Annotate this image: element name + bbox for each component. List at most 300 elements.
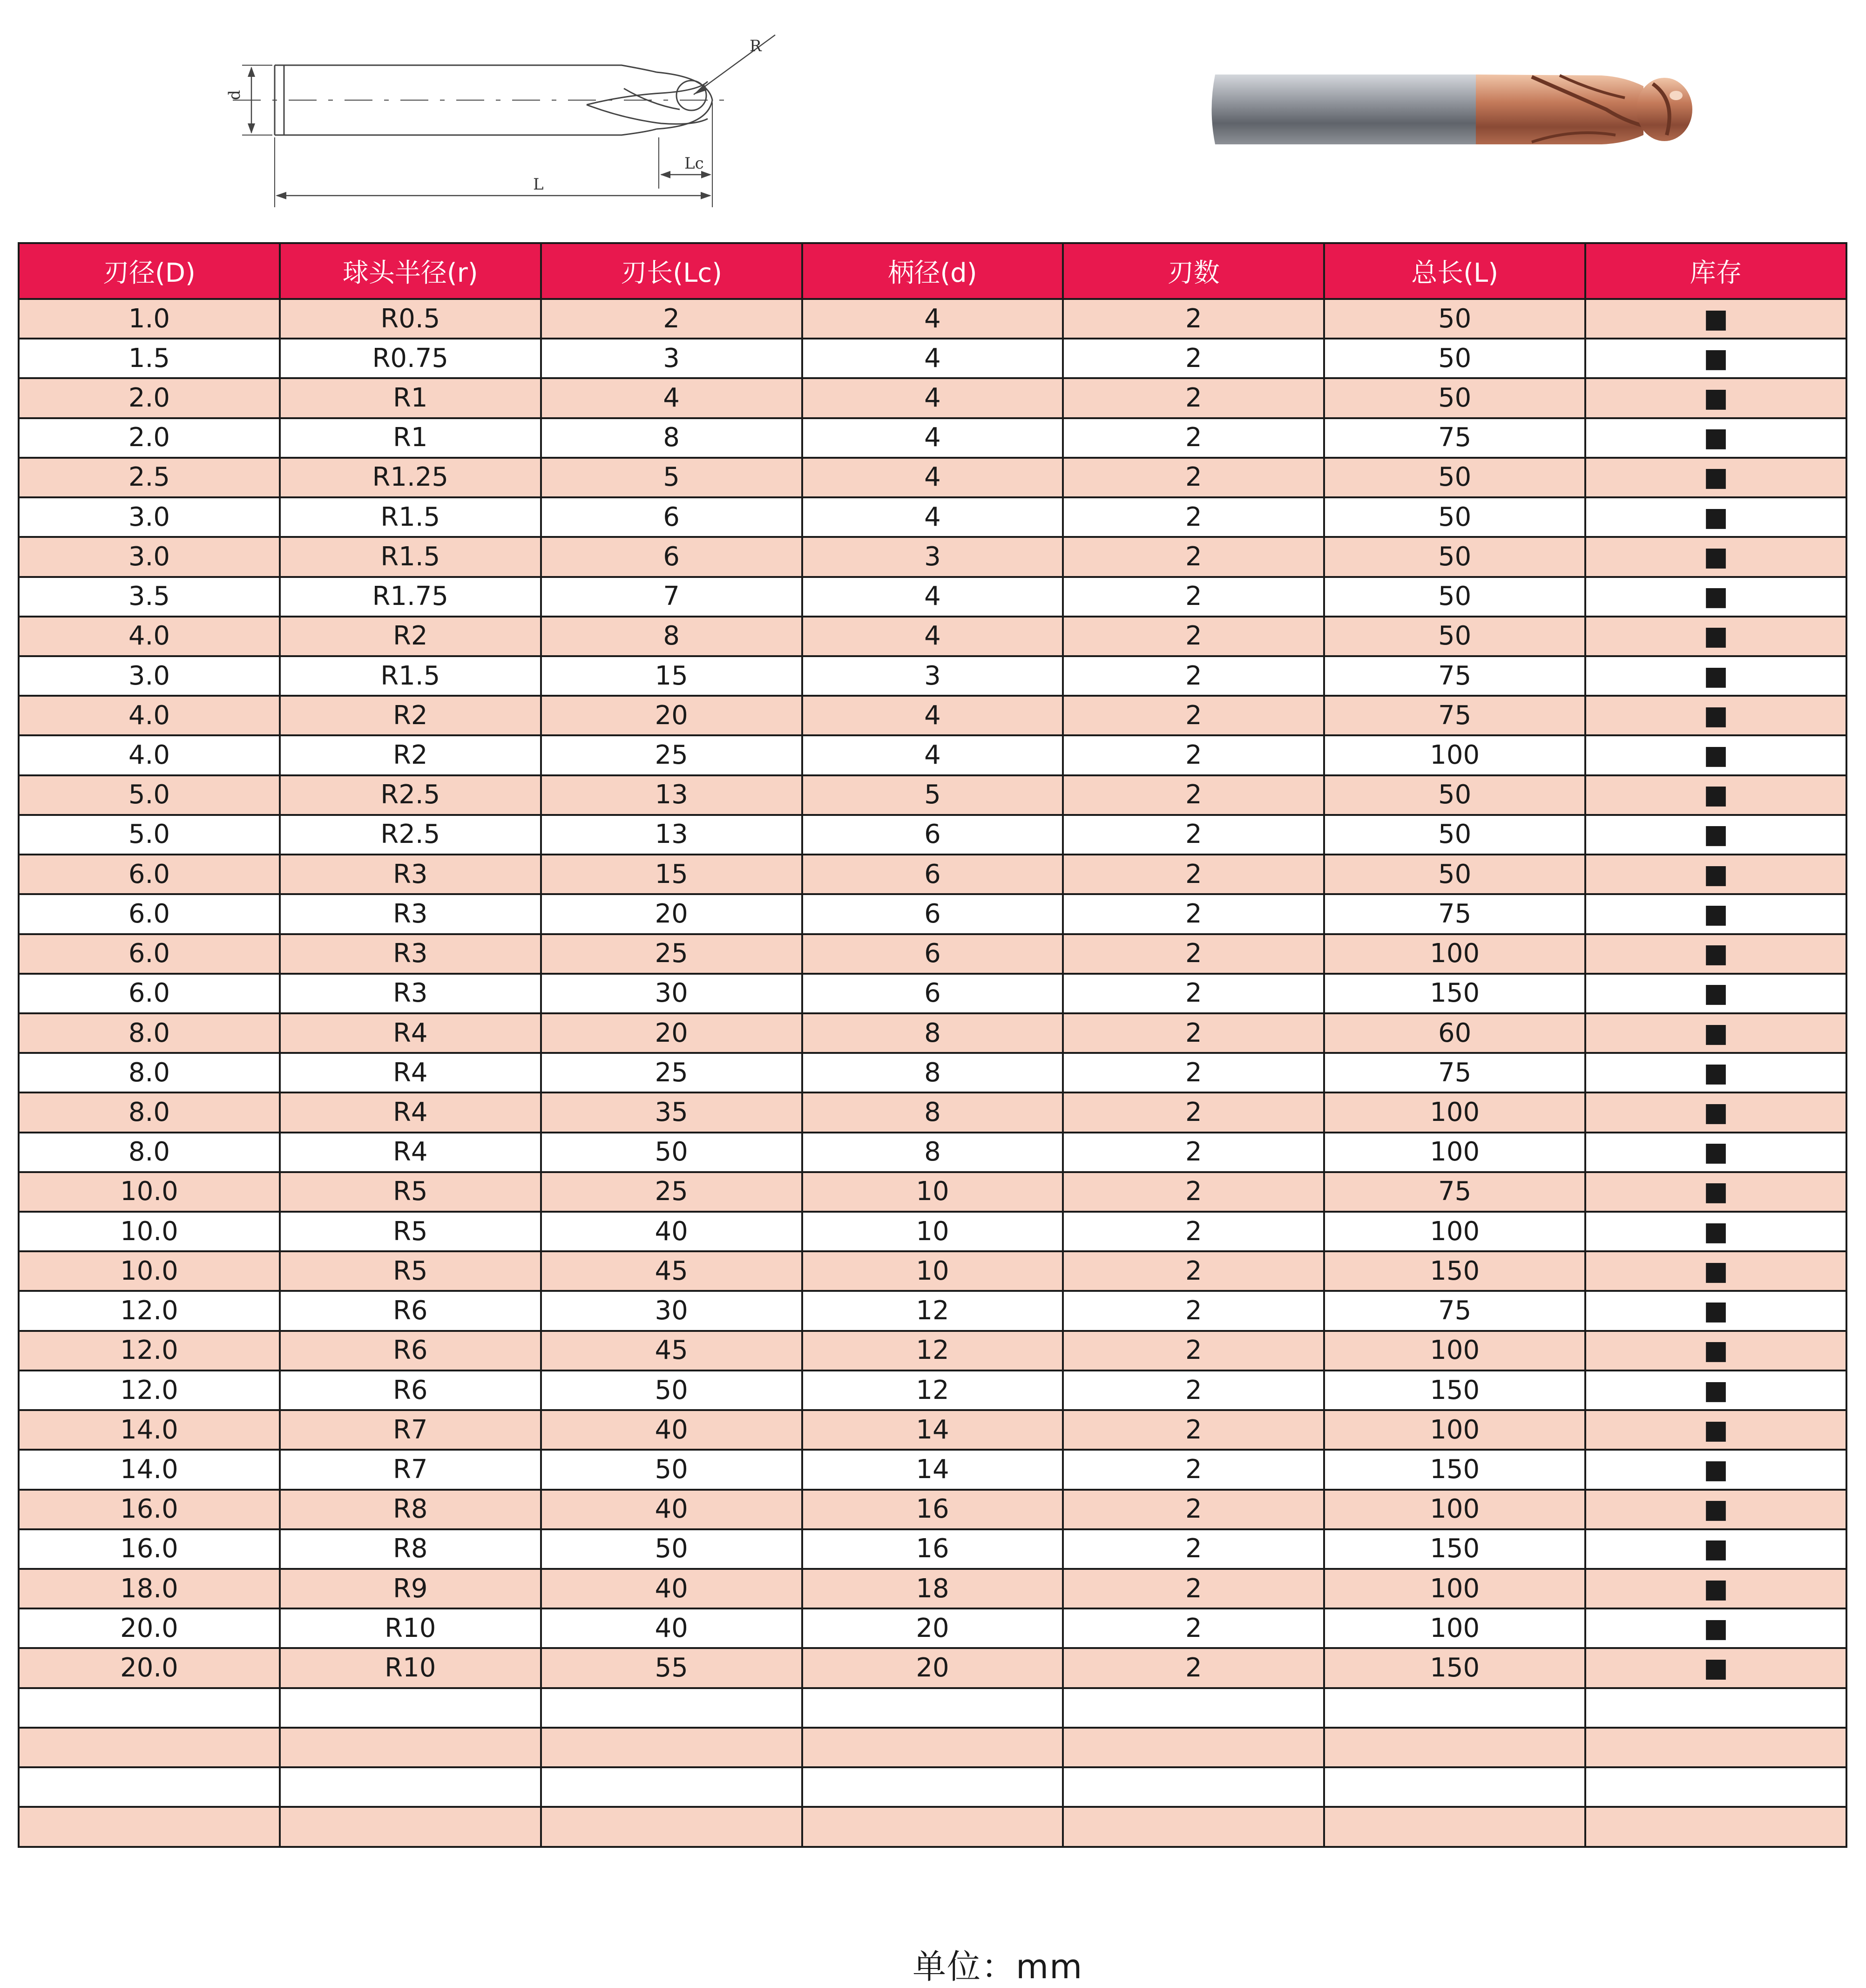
cell-shank-diameter: 10 bbox=[802, 1251, 1063, 1291]
table-row bbox=[19, 1053, 1846, 1092]
cell-blade-diameter: 12.0 bbox=[19, 1331, 280, 1371]
cell-blade-diameter: 1.5 bbox=[19, 339, 280, 378]
cell-overall-length bbox=[1324, 1688, 1585, 1728]
cell-cutting-length: 20 bbox=[541, 894, 802, 934]
cell-overall-length: 150 bbox=[1324, 1529, 1585, 1569]
cell-ball-radius: R1 bbox=[280, 378, 541, 418]
cell-blade-diameter: 2.0 bbox=[19, 418, 280, 458]
cell-cutting-length: 8 bbox=[541, 418, 802, 458]
cell-shank-diameter: 12 bbox=[802, 1291, 1063, 1330]
cell-cutting-length: 55 bbox=[541, 1648, 802, 1688]
table-row bbox=[19, 1569, 1846, 1608]
cell-blade-diameter: 4.0 bbox=[19, 617, 280, 656]
cell-blade-diameter: 3.0 bbox=[19, 537, 280, 577]
end-mill-product-photo bbox=[1206, 65, 1713, 154]
cell-flute-count: 2 bbox=[1063, 1608, 1324, 1648]
cell-overall-length: 50 bbox=[1324, 577, 1585, 617]
cell-shank-diameter bbox=[802, 1728, 1063, 1767]
cell-cutting-length: 20 bbox=[541, 1013, 802, 1053]
table-row bbox=[19, 1291, 1846, 1330]
cell-shank-diameter: 20 bbox=[802, 1608, 1063, 1648]
cell-overall-length: 50 bbox=[1324, 339, 1585, 378]
cell-blade-diameter: 6.0 bbox=[19, 974, 280, 1013]
cell-shank-diameter: 4 bbox=[802, 339, 1063, 378]
cell-cutting-length: 35 bbox=[541, 1092, 802, 1132]
cell-stock: ■ bbox=[1585, 1410, 1846, 1450]
cell-ball-radius: R8 bbox=[280, 1490, 541, 1529]
cell-stock: ■ bbox=[1585, 1172, 1846, 1212]
cell-flute-count: 2 bbox=[1063, 617, 1324, 656]
cell-overall-length bbox=[1324, 1728, 1585, 1767]
cell-stock: ■ bbox=[1585, 617, 1846, 656]
cell-ball-radius: R2.5 bbox=[280, 775, 541, 815]
cell-blade-diameter: 1.0 bbox=[19, 299, 280, 339]
table-row bbox=[19, 1092, 1846, 1132]
cell-flute-count: 2 bbox=[1063, 735, 1324, 775]
table-row bbox=[19, 1529, 1846, 1569]
cell-flute-count: 2 bbox=[1063, 378, 1324, 418]
cell-shank-diameter: 4 bbox=[802, 418, 1063, 458]
cell-flute-count: 2 bbox=[1063, 577, 1324, 617]
table-row bbox=[19, 1648, 1846, 1688]
table-row bbox=[19, 1133, 1846, 1172]
cell-stock: ■ bbox=[1585, 934, 1846, 974]
cell-cutting-length: 25 bbox=[541, 1053, 802, 1092]
cell-overall-length: 75 bbox=[1324, 1053, 1585, 1092]
cell-flute-count: 2 bbox=[1063, 1450, 1324, 1489]
cell-flute-count: 2 bbox=[1063, 1251, 1324, 1291]
cell-flute-count bbox=[1063, 1688, 1324, 1728]
cell-blade-diameter: 8.0 bbox=[19, 1013, 280, 1053]
cell-shank-diameter: 6 bbox=[802, 934, 1063, 974]
cell-ball-radius: R1 bbox=[280, 418, 541, 458]
cell-blade-diameter: 14.0 bbox=[19, 1450, 280, 1489]
overall-length-label: L bbox=[533, 175, 544, 194]
cell-ball-radius: R1.5 bbox=[280, 497, 541, 537]
cell-flute-count: 2 bbox=[1063, 1053, 1324, 1092]
cell-cutting-length: 25 bbox=[541, 934, 802, 974]
cell-cutting-length: 15 bbox=[541, 855, 802, 894]
cell-stock bbox=[1585, 1767, 1846, 1807]
cell-overall-length: 150 bbox=[1324, 1251, 1585, 1291]
cell-blade-diameter: 16.0 bbox=[19, 1490, 280, 1529]
cell-flute-count: 2 bbox=[1063, 1172, 1324, 1212]
cell-flute-count: 2 bbox=[1063, 1212, 1324, 1251]
cell-cutting-length: 50 bbox=[541, 1133, 802, 1172]
cell-stock: ■ bbox=[1585, 815, 1846, 855]
cell-ball-radius: R2 bbox=[280, 696, 541, 735]
cell-stock: ■ bbox=[1585, 855, 1846, 894]
cell-ball-radius: R6 bbox=[280, 1291, 541, 1330]
header-shank-diameter: 柄径(d) bbox=[802, 243, 1063, 299]
cell-overall-length: 50 bbox=[1324, 775, 1585, 815]
cell-blade-diameter: 3.5 bbox=[19, 577, 280, 617]
table-row bbox=[19, 1331, 1846, 1371]
cell-overall-length: 100 bbox=[1324, 1410, 1585, 1450]
cell-flute-count: 2 bbox=[1063, 656, 1324, 696]
cell-flute-count: 2 bbox=[1063, 1013, 1324, 1053]
cell-shank-diameter: 4 bbox=[802, 696, 1063, 735]
cell-blade-diameter: 10.0 bbox=[19, 1251, 280, 1291]
cell-cutting-length: 25 bbox=[541, 1172, 802, 1212]
table-row bbox=[19, 1728, 1846, 1767]
cell-shank-diameter: 14 bbox=[802, 1410, 1063, 1450]
cell-shank-diameter: 4 bbox=[802, 617, 1063, 656]
cell-ball-radius: R7 bbox=[280, 1450, 541, 1489]
cell-cutting-length: 40 bbox=[541, 1212, 802, 1251]
cell-flute-count: 2 bbox=[1063, 1569, 1324, 1608]
cell-cutting-length: 2 bbox=[541, 299, 802, 339]
cell-cutting-length: 5 bbox=[541, 458, 802, 497]
cell-blade-diameter: 5.0 bbox=[19, 815, 280, 855]
cell-cutting-length: 50 bbox=[541, 1450, 802, 1489]
cell-ball-radius: R4 bbox=[280, 1013, 541, 1053]
cell-ball-radius: R6 bbox=[280, 1371, 541, 1410]
cell-shank-diameter: 14 bbox=[802, 1450, 1063, 1489]
cell-flute-count: 2 bbox=[1063, 894, 1324, 934]
cell-cutting-length: 4 bbox=[541, 378, 802, 418]
cell-flute-count: 2 bbox=[1063, 458, 1324, 497]
cell-ball-radius: R10 bbox=[280, 1648, 541, 1688]
cell-blade-diameter bbox=[19, 1767, 280, 1807]
cell-blade-diameter: 10.0 bbox=[19, 1172, 280, 1212]
cell-shank-diameter: 16 bbox=[802, 1490, 1063, 1529]
cell-shank-diameter: 8 bbox=[802, 1133, 1063, 1172]
header-cutting-length: 刃长(Lc) bbox=[541, 243, 802, 299]
table-row bbox=[19, 1688, 1846, 1728]
cell-shank-diameter: 6 bbox=[802, 974, 1063, 1013]
cell-stock: ■ bbox=[1585, 1608, 1846, 1648]
cell-cutting-length: 45 bbox=[541, 1251, 802, 1291]
table-row bbox=[19, 1212, 1846, 1251]
cell-overall-length: 100 bbox=[1324, 1212, 1585, 1251]
cell-stock: ■ bbox=[1585, 775, 1846, 815]
cell-overall-length bbox=[1324, 1767, 1585, 1807]
cell-shank-diameter: 3 bbox=[802, 537, 1063, 577]
cell-flute-count: 2 bbox=[1063, 1410, 1324, 1450]
cell-shank-diameter: 6 bbox=[802, 855, 1063, 894]
cell-cutting-length: 20 bbox=[541, 696, 802, 735]
cell-overall-length: 50 bbox=[1324, 537, 1585, 577]
cell-blade-diameter: 3.0 bbox=[19, 656, 280, 696]
cell-overall-length: 75 bbox=[1324, 894, 1585, 934]
table-row bbox=[19, 1371, 1846, 1410]
cell-stock: ■ bbox=[1585, 1013, 1846, 1053]
table-row bbox=[19, 299, 1846, 339]
cell-blade-diameter bbox=[19, 1688, 280, 1728]
cell-ball-radius: R10 bbox=[280, 1608, 541, 1648]
cell-flute-count bbox=[1063, 1767, 1324, 1807]
cell-overall-length bbox=[1324, 1807, 1585, 1847]
cell-shank-diameter: 4 bbox=[802, 497, 1063, 537]
cell-stock: ■ bbox=[1585, 1450, 1846, 1489]
cell-blade-diameter: 12.0 bbox=[19, 1291, 280, 1330]
table-row bbox=[19, 735, 1846, 775]
cell-ball-radius: R3 bbox=[280, 974, 541, 1013]
cell-blade-diameter: 5.0 bbox=[19, 775, 280, 815]
cell-blade-diameter: 14.0 bbox=[19, 1410, 280, 1450]
cell-stock: ■ bbox=[1585, 497, 1846, 537]
cell-ball-radius bbox=[280, 1807, 541, 1847]
cell-ball-radius: R9 bbox=[280, 1569, 541, 1608]
cell-stock: ■ bbox=[1585, 378, 1846, 418]
cell-shank-diameter: 6 bbox=[802, 894, 1063, 934]
cell-flute-count: 2 bbox=[1063, 1529, 1324, 1569]
header-blade-diameter: 刃径(D) bbox=[19, 243, 280, 299]
table-row bbox=[19, 1608, 1846, 1648]
cell-blade-diameter: 3.0 bbox=[19, 497, 280, 537]
cell-overall-length: 100 bbox=[1324, 1569, 1585, 1608]
table-row bbox=[19, 1450, 1846, 1489]
cell-blade-diameter: 4.0 bbox=[19, 696, 280, 735]
header-ball-radius: 球头半径(r) bbox=[280, 243, 541, 299]
cell-shank-diameter: 4 bbox=[802, 735, 1063, 775]
cell-shank-diameter: 8 bbox=[802, 1013, 1063, 1053]
cell-overall-length: 75 bbox=[1324, 656, 1585, 696]
cell-stock: ■ bbox=[1585, 418, 1846, 458]
cell-blade-diameter: 12.0 bbox=[19, 1371, 280, 1410]
table-row bbox=[19, 656, 1846, 696]
cell-shank-diameter: 10 bbox=[802, 1212, 1063, 1251]
cell-ball-radius: R5 bbox=[280, 1251, 541, 1291]
cell-blade-diameter: 6.0 bbox=[19, 894, 280, 934]
cell-stock: ■ bbox=[1585, 339, 1846, 378]
cell-flute-count: 2 bbox=[1063, 855, 1324, 894]
cell-overall-length: 100 bbox=[1324, 1092, 1585, 1132]
table-row bbox=[19, 1251, 1846, 1291]
cell-blade-diameter bbox=[19, 1807, 280, 1847]
cell-cutting-length bbox=[541, 1807, 802, 1847]
cell-overall-length: 60 bbox=[1324, 1013, 1585, 1053]
cell-cutting-length: 13 bbox=[541, 815, 802, 855]
cell-ball-radius: R3 bbox=[280, 894, 541, 934]
cell-ball-radius: R1.25 bbox=[280, 458, 541, 497]
cell-ball-radius: R4 bbox=[280, 1053, 541, 1092]
cell-stock: ■ bbox=[1585, 735, 1846, 775]
cell-stock: ■ bbox=[1585, 1648, 1846, 1688]
cell-shank-diameter: 20 bbox=[802, 1648, 1063, 1688]
cell-stock: ■ bbox=[1585, 1490, 1846, 1529]
cell-shank-diameter: 8 bbox=[802, 1092, 1063, 1132]
cell-flute-count: 2 bbox=[1063, 497, 1324, 537]
cell-stock: ■ bbox=[1585, 1569, 1846, 1608]
cell-cutting-length: 50 bbox=[541, 1529, 802, 1569]
table-row bbox=[19, 934, 1846, 974]
cell-flute-count: 2 bbox=[1063, 339, 1324, 378]
cell-blade-diameter: 8.0 bbox=[19, 1053, 280, 1092]
cell-blade-diameter: 18.0 bbox=[19, 1569, 280, 1608]
cell-shank-diameter bbox=[802, 1688, 1063, 1728]
cell-ball-radius: R1.75 bbox=[280, 577, 541, 617]
cell-blade-diameter: 6.0 bbox=[19, 855, 280, 894]
cell-overall-length: 150 bbox=[1324, 1450, 1585, 1489]
cell-blade-diameter: 4.0 bbox=[19, 735, 280, 775]
cell-ball-radius: R2.5 bbox=[280, 815, 541, 855]
cell-stock: ■ bbox=[1585, 1371, 1846, 1410]
cell-cutting-length bbox=[541, 1767, 802, 1807]
table-row bbox=[19, 1807, 1846, 1847]
cell-stock: ■ bbox=[1585, 458, 1846, 497]
cell-stock: ■ bbox=[1585, 1092, 1846, 1132]
cell-flute-count: 2 bbox=[1063, 1490, 1324, 1529]
cell-ball-radius bbox=[280, 1688, 541, 1728]
cell-blade-diameter: 10.0 bbox=[19, 1212, 280, 1251]
cell-cutting-length: 8 bbox=[541, 617, 802, 656]
cell-shank-diameter: 4 bbox=[802, 299, 1063, 339]
cell-ball-radius: R0.5 bbox=[280, 299, 541, 339]
header-stock: 库存 bbox=[1585, 243, 1846, 299]
cell-stock: ■ bbox=[1585, 299, 1846, 339]
table-row bbox=[19, 497, 1846, 537]
cell-stock: ■ bbox=[1585, 537, 1846, 577]
cell-blade-diameter: 6.0 bbox=[19, 934, 280, 974]
cell-overall-length: 150 bbox=[1324, 1648, 1585, 1688]
cell-overall-length: 75 bbox=[1324, 418, 1585, 458]
cell-shank-diameter bbox=[802, 1807, 1063, 1847]
cell-overall-length: 50 bbox=[1324, 378, 1585, 418]
cell-cutting-length: 30 bbox=[541, 1291, 802, 1330]
radius-label: R bbox=[750, 37, 762, 55]
cell-cutting-length: 6 bbox=[541, 497, 802, 537]
cell-cutting-length: 30 bbox=[541, 974, 802, 1013]
table-row bbox=[19, 894, 1846, 934]
cell-blade-diameter: 20.0 bbox=[19, 1608, 280, 1648]
cell-stock: ■ bbox=[1585, 1331, 1846, 1371]
cell-cutting-length: 3 bbox=[541, 339, 802, 378]
cell-flute-count bbox=[1063, 1728, 1324, 1767]
table-row bbox=[19, 339, 1846, 378]
cell-overall-length: 100 bbox=[1324, 1490, 1585, 1529]
cell-stock: ■ bbox=[1585, 1291, 1846, 1330]
cell-overall-length: 100 bbox=[1324, 1331, 1585, 1371]
header-flute-count: 刃数 bbox=[1063, 243, 1324, 299]
cell-ball-radius: R3 bbox=[280, 855, 541, 894]
cell-blade-diameter: 2.5 bbox=[19, 458, 280, 497]
cell-ball-radius bbox=[280, 1728, 541, 1767]
cell-stock: ■ bbox=[1585, 577, 1846, 617]
table-row bbox=[19, 855, 1846, 894]
cell-overall-length: 75 bbox=[1324, 1172, 1585, 1212]
cell-cutting-length: 7 bbox=[541, 577, 802, 617]
cell-flute-count: 2 bbox=[1063, 696, 1324, 735]
table-row bbox=[19, 458, 1846, 497]
cell-cutting-length: 6 bbox=[541, 537, 802, 577]
cell-stock: ■ bbox=[1585, 656, 1846, 696]
cell-stock: ■ bbox=[1585, 1053, 1846, 1092]
cell-cutting-length: 40 bbox=[541, 1569, 802, 1608]
cell-ball-radius: R7 bbox=[280, 1410, 541, 1450]
cell-shank-diameter: 4 bbox=[802, 577, 1063, 617]
shank-diameter-label: d bbox=[225, 90, 244, 100]
table-row bbox=[19, 974, 1846, 1013]
cell-ball-radius: R1.5 bbox=[280, 656, 541, 696]
cell-blade-diameter: 20.0 bbox=[19, 1648, 280, 1688]
cell-stock: ■ bbox=[1585, 696, 1846, 735]
cell-overall-length: 100 bbox=[1324, 1133, 1585, 1172]
cell-stock: ■ bbox=[1585, 974, 1846, 1013]
cell-ball-radius: R4 bbox=[280, 1133, 541, 1172]
cell-blade-diameter: 16.0 bbox=[19, 1529, 280, 1569]
cell-flute-count: 2 bbox=[1063, 1133, 1324, 1172]
cell-flute-count: 2 bbox=[1063, 934, 1324, 974]
cell-overall-length: 50 bbox=[1324, 617, 1585, 656]
cell-overall-length: 50 bbox=[1324, 815, 1585, 855]
cell-cutting-length: 50 bbox=[541, 1371, 802, 1410]
cell-flute-count: 2 bbox=[1063, 1092, 1324, 1132]
cell-stock bbox=[1585, 1688, 1846, 1728]
cell-flute-count: 2 bbox=[1063, 775, 1324, 815]
table-row bbox=[19, 577, 1846, 617]
cell-flute-count: 2 bbox=[1063, 1331, 1324, 1371]
cell-flute-count bbox=[1063, 1807, 1324, 1847]
cell-ball-radius: R4 bbox=[280, 1092, 541, 1132]
table-row bbox=[19, 815, 1846, 855]
cell-shank-diameter: 12 bbox=[802, 1371, 1063, 1410]
cell-ball-radius: R3 bbox=[280, 934, 541, 974]
cell-ball-radius bbox=[280, 1767, 541, 1807]
cell-shank-diameter: 12 bbox=[802, 1331, 1063, 1371]
cell-ball-radius: R5 bbox=[280, 1212, 541, 1251]
cutting-length-label: Lc bbox=[684, 154, 704, 173]
header-overall-length: 总长(L) bbox=[1324, 243, 1585, 299]
cell-overall-length: 100 bbox=[1324, 735, 1585, 775]
specification-table bbox=[18, 242, 1847, 1848]
table-row bbox=[19, 378, 1846, 418]
table-row bbox=[19, 1013, 1846, 1053]
cell-blade-diameter: 2.0 bbox=[19, 378, 280, 418]
cell-ball-radius: R8 bbox=[280, 1529, 541, 1569]
cell-ball-radius: R2 bbox=[280, 735, 541, 775]
cell-cutting-length: 40 bbox=[541, 1490, 802, 1529]
cell-flute-count: 2 bbox=[1063, 418, 1324, 458]
cell-stock bbox=[1585, 1807, 1846, 1847]
cell-shank-diameter: 3 bbox=[802, 656, 1063, 696]
cell-flute-count: 2 bbox=[1063, 1648, 1324, 1688]
cell-ball-radius: R6 bbox=[280, 1331, 541, 1371]
cell-stock: ■ bbox=[1585, 894, 1846, 934]
cell-ball-radius: R2 bbox=[280, 617, 541, 656]
table-row bbox=[19, 1490, 1846, 1529]
cell-overall-length: 150 bbox=[1324, 974, 1585, 1013]
cell-blade-diameter: 8.0 bbox=[19, 1092, 280, 1132]
table-row bbox=[19, 617, 1846, 656]
cell-shank-diameter: 4 bbox=[802, 458, 1063, 497]
table-header-row bbox=[19, 243, 1846, 299]
cell-shank-diameter: 16 bbox=[802, 1529, 1063, 1569]
cell-shank-diameter: 10 bbox=[802, 1172, 1063, 1212]
cell-overall-length: 100 bbox=[1324, 1608, 1585, 1648]
cell-stock bbox=[1585, 1728, 1846, 1767]
cell-shank-diameter bbox=[802, 1767, 1063, 1807]
cell-overall-length: 75 bbox=[1324, 696, 1585, 735]
cell-overall-length: 50 bbox=[1324, 855, 1585, 894]
cell-flute-count: 2 bbox=[1063, 815, 1324, 855]
table-row bbox=[19, 696, 1846, 735]
cell-flute-count: 2 bbox=[1063, 974, 1324, 1013]
cell-stock: ■ bbox=[1585, 1529, 1846, 1569]
cell-flute-count: 2 bbox=[1063, 1371, 1324, 1410]
cell-cutting-length: 40 bbox=[541, 1410, 802, 1450]
cell-stock: ■ bbox=[1585, 1251, 1846, 1291]
unit-label: 单位：mm bbox=[913, 1947, 1083, 1986]
cell-shank-diameter: 8 bbox=[802, 1053, 1063, 1092]
table-row bbox=[19, 537, 1846, 577]
cell-flute-count: 2 bbox=[1063, 537, 1324, 577]
cell-stock: ■ bbox=[1585, 1212, 1846, 1251]
cell-shank-diameter: 4 bbox=[802, 378, 1063, 418]
cell-shank-diameter: 5 bbox=[802, 775, 1063, 815]
cell-ball-radius: R1.5 bbox=[280, 537, 541, 577]
